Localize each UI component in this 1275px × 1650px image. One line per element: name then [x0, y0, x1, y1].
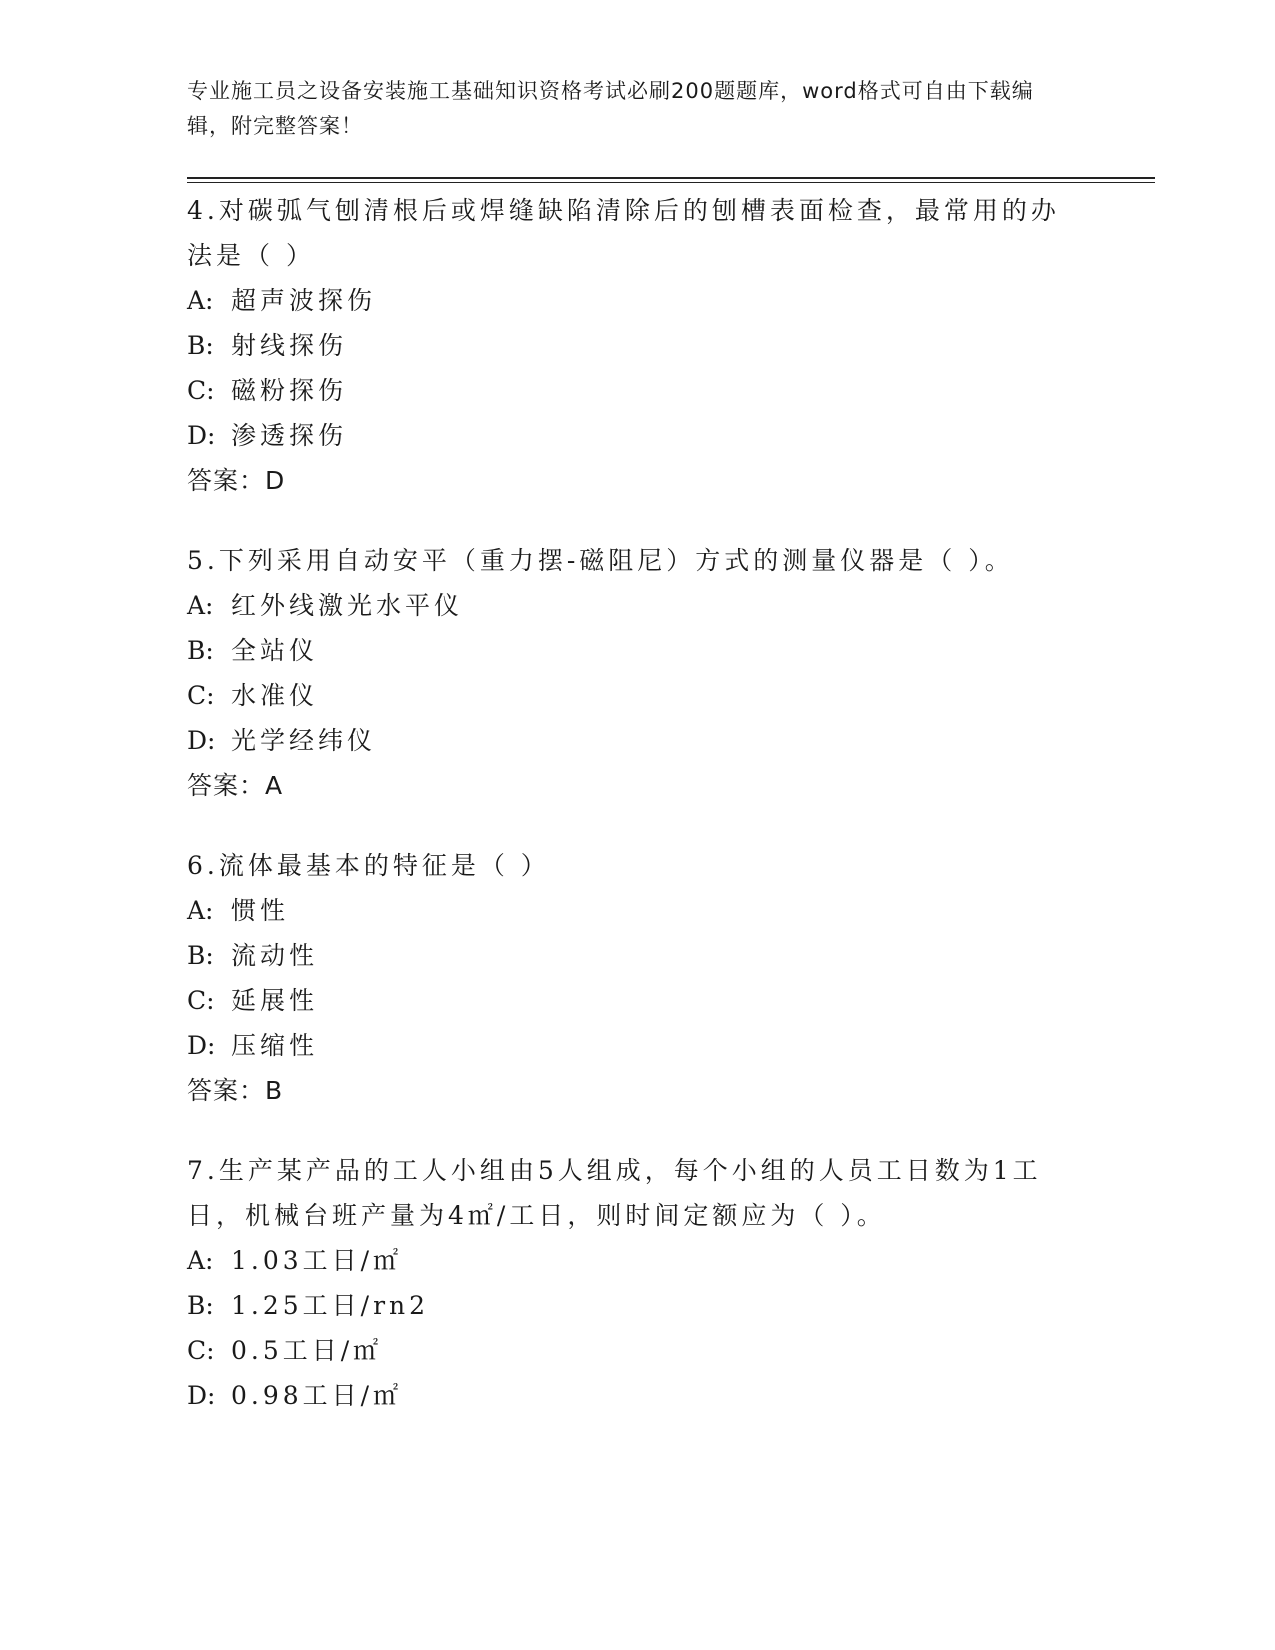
- question-stem: 4.对碳弧气刨清根后或焊缝缺陷清除后的刨槽表面检查，最常用的办法是（ ）: [187, 196, 1060, 270]
- option-text: 光学经纬仪: [231, 726, 377, 755]
- option-text: 压缩性: [231, 1031, 319, 1060]
- option-b: [187, 933, 1067, 978]
- option-text: 0.98工日/㎡: [231, 1381, 403, 1410]
- option-letter: C:: [187, 376, 215, 405]
- option-letter: B:: [187, 331, 214, 360]
- option-text: 延展性: [231, 986, 319, 1015]
- option-text: 渗透探伤: [231, 421, 348, 450]
- question-6: [187, 843, 1067, 1113]
- option-text: 水准仪: [231, 681, 319, 710]
- option-text: 1.25工日/rn2: [231, 1291, 430, 1320]
- option-d: [187, 1373, 1067, 1418]
- option-letter: B:: [187, 1291, 214, 1320]
- answer-line: 答案：D: [187, 466, 286, 495]
- header-rule-thin: [187, 182, 1155, 183]
- option-text: 0.5工日/㎡: [231, 1336, 383, 1365]
- option-letter: C:: [187, 681, 215, 710]
- option-letter: A:: [187, 286, 214, 315]
- option-b: [187, 1283, 1067, 1328]
- option-text: 全站仪: [231, 636, 319, 665]
- option-d: [187, 718, 1067, 763]
- option-a: [187, 278, 1067, 323]
- option-a: [187, 888, 1067, 933]
- option-b: [187, 323, 1067, 368]
- option-c: [187, 673, 1067, 718]
- header-rule-thick: [187, 177, 1155, 179]
- option-letter: B:: [187, 636, 214, 665]
- option-letter: B:: [187, 941, 214, 970]
- option-letter: A:: [187, 896, 214, 925]
- question-stem: 6.流体最基本的特征是（ ）: [187, 851, 550, 880]
- answer-line: 答案：B: [187, 1076, 284, 1105]
- question-4: [187, 188, 1067, 503]
- option-b: [187, 628, 1067, 673]
- option-letter: C:: [187, 986, 215, 1015]
- option-letter: D:: [187, 1031, 216, 1060]
- option-text: 射线探伤: [231, 331, 348, 360]
- option-a: [187, 583, 1067, 628]
- option-text: 1.03工日/㎡: [231, 1246, 403, 1275]
- question-5: [187, 538, 1067, 808]
- option-text: 流动性: [231, 941, 319, 970]
- option-text: 磁粉探伤: [231, 376, 348, 405]
- option-letter: C:: [187, 1336, 215, 1365]
- option-d: [187, 413, 1067, 458]
- option-c: [187, 978, 1067, 1023]
- question-stem: 7.生产某产品的工人小组由5人组成，每个小组的人员工日数为1工日，机械台班产量为4㎡/工日，则时间定额应为（ ）。: [187, 1156, 1042, 1230]
- answer-line: 答案：A: [187, 771, 284, 800]
- option-letter: D:: [187, 726, 216, 755]
- option-letter: D:: [187, 1381, 216, 1410]
- question-stem: 5.下列采用自动安平（重力摆-磁阻尼）方式的测量仪器是（ ）。: [187, 546, 1014, 575]
- option-c: [187, 368, 1067, 413]
- question-7: [187, 1148, 1067, 1418]
- option-d: [187, 1023, 1067, 1068]
- option-a: [187, 1238, 1067, 1283]
- option-letter: D:: [187, 421, 216, 450]
- option-text: 惯性: [231, 896, 290, 925]
- option-letter: A:: [187, 591, 214, 620]
- option-text: 超声波探伤: [231, 286, 377, 315]
- option-letter: A:: [187, 1246, 214, 1275]
- option-c: [187, 1328, 1067, 1373]
- document-header: 专业施工员之设备安装施工基础知识资格考试必刷200题题库，word格式可自由下载编辑，附完整答案！: [187, 79, 1034, 138]
- option-text: 红外线激光水平仪: [231, 591, 464, 620]
